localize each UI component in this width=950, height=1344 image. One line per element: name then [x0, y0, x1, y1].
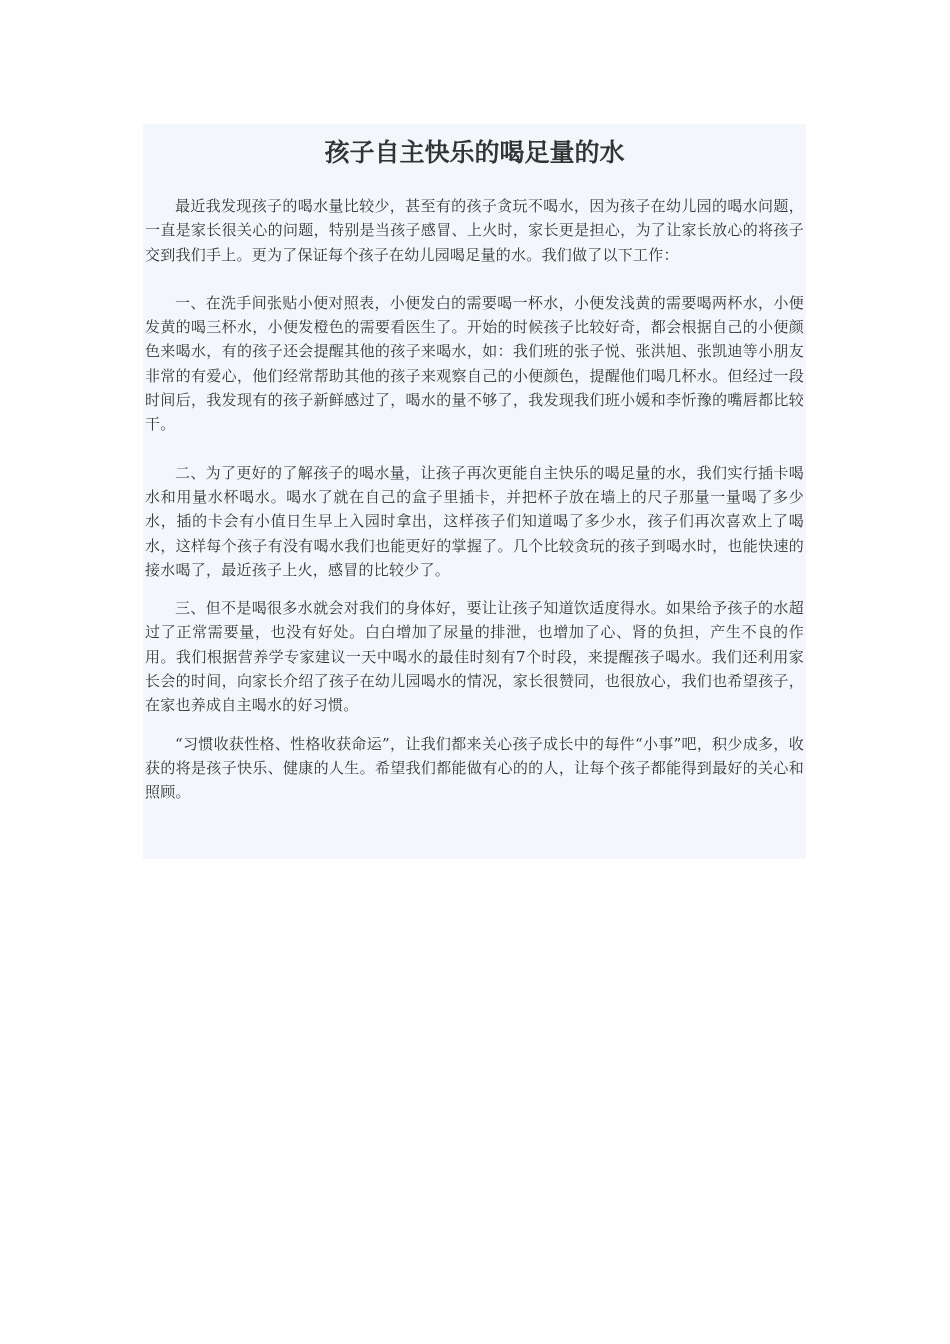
paragraph-step-three: 三、但不是喝很多水就会对我们的身体好，要让让孩子知道饮适度得水。如果给予孩子的水超过了正常需要量，也没有好处。白白增加了尿量的排泄，也增加了心、肾的负担，产生不良的作用。我们根据营养学专家建议一天中喝水的最佳时刻有7个时段，来提醒孩子喝水。我们还利用家长会的时间，向家长介绍了孩子在幼儿园喝水的情况，家长很赞同，也很放心，我们也希望孩子，在家也养成自主喝水的好习惯。	[145, 599, 804, 715]
paragraph-intro: 最近我发现孩子的喝水量比较少，甚至有的孩子贪玩不喝水，因为孩子在幼儿园的喝水问题，一直是家长很关心的问题，特别是当孩子感冒、上火时，家长更是担心，为了让家长放心的将孩子交到我们手上。更为了保证每个孩子在幼儿园喝足量的水。我们做了以下工作：	[145, 197, 804, 264]
article-container	[143, 124, 806, 859]
paragraph-step-two: 二、为了更好的了解孩子的喝水量，让孩子再次更能自主快乐的喝足量的水，我们实行插卡喝水和用量水杯喝水。喝水了就在自己的盒子里插卡，并把杯子放在墙上的尺子那量一量喝了多少水，插的卡会有小值日生早上入园时拿出，这样孩子们知道喝了多少水，孩子们再次喜欢上了喝水，这样每个孩子有没有喝水我们也能更好的掌握了。几个比较贪玩的孩子到喝水时，也能快速的接水喝了，最近孩子上火，感冒的比较少了。	[145, 463, 804, 579]
paragraph-step-one: 一、在洗手间张贴小便对照表，小便发白的需要喝一杯水，小便发浅黄的需要喝两杯水，小便发黄的喝三杯水，小便发橙色的需要看医生了。开始的时候孩子比较好奇，都会根据自己的小便颜色来喝水，有的孩子还会提醒其他的孩子来喝水，如：我们班的张子悦、张洪旭、张凯迪等小朋友非常的有爱心，他们经常帮助其他的孩子来观察自己的小便颜色，提醒他们喝几杯水。但经过一段时间后，我发现有的孩子新鲜感过了，喝水的量不够了，我发现我们班小媛和李忻豫的嘴唇都比较干。	[145, 293, 804, 434]
paragraph-conclusion: “习惯收获性格、性格收获命运”，让我们都来关心孩子成长中的每件“小事”吧，积少成多，收获的将是孩子快乐、健康的人生。希望我们都能做有心的的人，让每个孩子都能得到最好的关心和照顾。	[145, 734, 804, 802]
article-title: 孩子自主快乐的喝足量的水	[324, 138, 625, 167]
